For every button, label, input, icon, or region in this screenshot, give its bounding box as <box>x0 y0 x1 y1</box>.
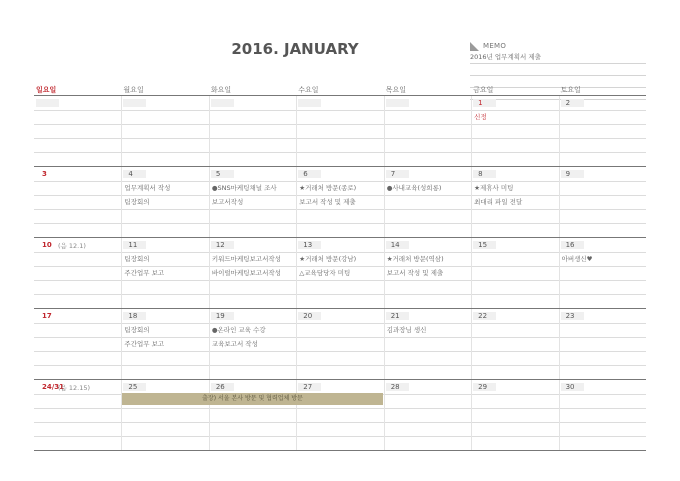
day-number: 14 <box>386 241 409 249</box>
day-cell[interactable] <box>34 167 121 237</box>
day-cell[interactable] <box>209 309 296 379</box>
day-number: 5 <box>211 170 234 178</box>
week-row <box>34 167 646 238</box>
weekday-label: 일요일 <box>36 86 57 94</box>
day-number: 28 <box>386 383 409 391</box>
day-cell[interactable] <box>559 167 646 237</box>
day-number: 10 <box>36 241 60 249</box>
day-cell[interactable] <box>121 238 208 308</box>
day-number: 24/31 <box>36 383 60 391</box>
day-cell[interactable] <box>471 238 558 308</box>
day-number: 8 <box>473 170 496 178</box>
memo-line[interactable] <box>470 64 646 76</box>
memo-flag-icon <box>470 42 479 51</box>
day-cell[interactable] <box>296 380 383 450</box>
day-cell[interactable] <box>384 238 471 308</box>
week-row <box>34 238 646 309</box>
memo-label: MEMO <box>483 42 507 50</box>
event-text[interactable]: ★거래처 방문(역삼) <box>386 255 444 263</box>
event-text[interactable]: 바이럴마케팅보고서작성 <box>211 269 281 277</box>
calendar-title: 2016. JANUARY <box>231 40 359 58</box>
day-number: 3 <box>36 170 60 178</box>
day-cell[interactable] <box>209 167 296 237</box>
week-row <box>34 380 646 451</box>
day-cell[interactable] <box>34 309 121 379</box>
day-number: 4 <box>123 170 146 178</box>
weekday-label: 토요일 <box>560 86 581 94</box>
day-number: 11 <box>123 241 146 249</box>
weekday-label: 화요일 <box>210 86 232 94</box>
week-row <box>34 309 646 380</box>
day-cell[interactable] <box>121 96 208 166</box>
event-text[interactable]: △교육담당자 미팅 <box>299 269 351 277</box>
day-cell[interactable] <box>559 380 646 450</box>
event-text[interactable]: 팀장회의 <box>124 198 150 206</box>
memo-line[interactable]: 2016년 업무계획서 제출 <box>470 52 646 64</box>
day-cell[interactable] <box>209 96 296 166</box>
day-number <box>298 99 321 107</box>
day-number: 12 <box>211 241 234 249</box>
day-number: 18 <box>123 312 146 320</box>
event-text[interactable]: ★제휴사 미팅 <box>474 184 514 192</box>
day-number: 25 <box>123 383 146 391</box>
day-number: 21 <box>386 312 409 320</box>
day-number <box>211 99 234 107</box>
event-text[interactable]: 팀장회의 <box>124 255 150 263</box>
day-cell[interactable] <box>384 96 471 166</box>
day-number: 17 <box>36 312 60 320</box>
day-cell[interactable] <box>384 309 471 379</box>
day-number: 20 <box>298 312 321 320</box>
event-text[interactable]: 김과장님 생신 <box>386 326 427 334</box>
event-text[interactable]: 업무계획서 작성 <box>124 184 171 192</box>
event-text[interactable]: ★거래처 방문(종로) <box>299 184 357 192</box>
day-number <box>123 99 146 107</box>
day-cell[interactable] <box>34 96 121 166</box>
day-number: 1 <box>473 99 496 107</box>
day-cell[interactable] <box>296 238 383 308</box>
day-number: 7 <box>386 170 409 178</box>
day-number: 23 <box>561 312 584 320</box>
trip-event-band[interactable]: 출장) 서울 본사 방문 및 협력업체 방문 <box>122 393 383 405</box>
calendar-grid <box>34 85 646 451</box>
memo-header <box>470 40 646 52</box>
day-cell[interactable] <box>34 238 121 308</box>
lunar-date: (음 12.1) <box>58 242 86 250</box>
day-number: 2 <box>561 99 584 107</box>
event-text[interactable]: 팀장회의 <box>124 326 150 334</box>
day-cell[interactable] <box>296 167 383 237</box>
event-text[interactable]: ●SNS마케팅채널 조사 <box>211 184 277 192</box>
event-text[interactable]: 신정 <box>474 113 487 121</box>
day-cell[interactable] <box>121 380 208 450</box>
weekday-header <box>34 85 646 96</box>
day-number: 26 <box>211 383 234 391</box>
event-text[interactable]: 보고서 작성 및 제출 <box>299 198 356 206</box>
weekday-label: 수요일 <box>298 86 319 94</box>
day-number: 13 <box>298 241 321 249</box>
event-text[interactable]: 교육보고서 작성 <box>211 340 258 348</box>
day-cell[interactable] <box>471 380 558 450</box>
day-cell[interactable] <box>559 238 646 308</box>
day-cell[interactable] <box>209 380 296 450</box>
event-text[interactable]: 주간업무 보고 <box>124 340 165 348</box>
day-cell[interactable] <box>121 309 208 379</box>
day-number: 19 <box>211 312 234 320</box>
day-cell[interactable] <box>296 309 383 379</box>
day-cell[interactable] <box>559 309 646 379</box>
day-number <box>386 99 409 107</box>
day-cell[interactable] <box>34 380 121 450</box>
day-cell[interactable] <box>471 167 558 237</box>
event-text[interactable]: ●사내교육(성희롱) <box>386 184 442 192</box>
weekday-label: 목요일 <box>385 86 406 94</box>
weekday-label: 금요일 <box>473 86 494 94</box>
day-cell[interactable] <box>121 167 208 237</box>
day-number: 27 <box>298 383 321 391</box>
event-text[interactable]: 주간업무 보고 <box>124 269 165 277</box>
event-text[interactable]: 키워드마케팅보고서작성 <box>211 255 281 263</box>
day-number: 22 <box>473 312 496 320</box>
day-cell[interactable] <box>471 96 558 166</box>
day-cell[interactable] <box>384 167 471 237</box>
day-cell[interactable] <box>296 96 383 166</box>
day-cell[interactable] <box>209 238 296 308</box>
day-cell[interactable] <box>559 96 646 166</box>
day-number: 16 <box>561 241 584 249</box>
day-number: 30 <box>561 383 584 391</box>
day-number: 29 <box>473 383 496 391</box>
event-text[interactable]: 최대리 파일 전달 <box>474 198 523 206</box>
event-text[interactable]: ★거래처 방문(강남) <box>299 255 357 263</box>
day-number: 9 <box>561 170 584 178</box>
event-text[interactable]: 보고서 작성 및 제출 <box>386 269 444 277</box>
day-number <box>36 99 59 107</box>
day-cell[interactable] <box>471 309 558 379</box>
event-text[interactable]: 아버생신♥ <box>561 255 593 263</box>
weekday-label: 월요일 <box>123 86 144 94</box>
event-text[interactable]: 보고서작성 <box>211 198 244 206</box>
week-row <box>34 96 646 167</box>
lunar-date: (음 12.15) <box>58 384 91 392</box>
day-number: 6 <box>298 170 321 178</box>
day-number: 15 <box>473 241 496 249</box>
day-cell[interactable] <box>384 380 471 450</box>
event-text[interactable]: ●온라인 교육 수강 <box>211 326 266 334</box>
